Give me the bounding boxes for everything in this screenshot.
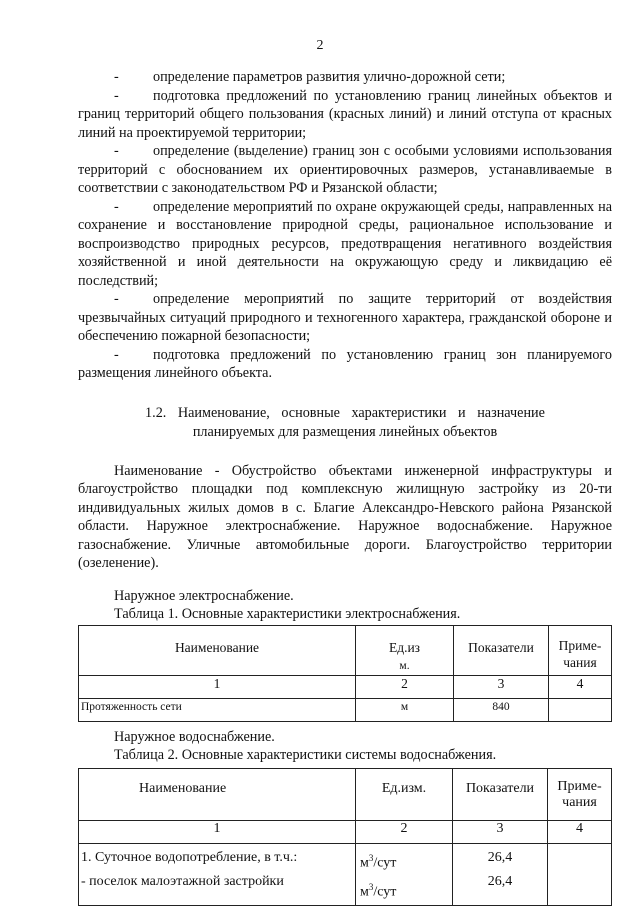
header-note: Приме- чания <box>548 768 612 820</box>
header-unit-line2: м. <box>399 659 410 672</box>
header-value: Показатели <box>454 625 549 675</box>
cell-unit: $м^3$/сут <box>360 852 397 871</box>
list-dash: - <box>114 69 119 85</box>
list-item-text: подготовка предложений по установлению границ зон планируемого размещения линейного объекта. <box>78 346 612 381</box>
list-item <box>78 142 612 198</box>
col-number: 4 <box>549 675 612 698</box>
cell-value: 26,4 <box>487 873 513 889</box>
electricity-table <box>78 625 612 722</box>
table2-caption: Таблица 2. Основные характеристики системы водоснабжения. <box>114 747 497 764</box>
cell-value-stack <box>453 843 548 905</box>
table1-caption: Таблица 1. Основные характеристики электроснабжения. <box>114 606 461 623</box>
document-body <box>78 68 612 906</box>
list-item <box>78 87 612 143</box>
header-unit-line1: Ед.из <box>388 639 421 655</box>
cell-name-stack <box>79 843 356 905</box>
table-row <box>79 843 612 905</box>
list-item <box>78 198 612 291</box>
list-item-text: определение параметров развития улично-дорожной сети; <box>153 69 506 85</box>
header-name: Наименование <box>79 625 356 675</box>
cell-unit: м <box>356 698 454 721</box>
table-header-row <box>79 625 612 675</box>
section-heading-line2: планируемых для размещения линейных объектов <box>192 423 498 440</box>
list-item-text: подготовка предложений по установлению границ линейных объектов и границ территорий общего пользования (красных линий) и линий отступа от красных линий на проектируемой территории; <box>78 87 612 141</box>
table-number-row <box>79 675 612 698</box>
col-number: 1 <box>79 820 356 843</box>
cell-note <box>549 698 612 721</box>
col-number: 2 <box>356 675 454 698</box>
electric-heading: Наружное электроснабжение. <box>114 587 294 604</box>
cell-value: 26,4 <box>487 849 513 865</box>
cell-name: - поселок малоэтажной застройки <box>81 873 284 889</box>
table-header-row <box>79 768 612 820</box>
section-heading <box>78 404 612 442</box>
cell-name: Протяженность сети <box>79 698 356 721</box>
header-name: Наименование <box>79 768 356 820</box>
header-unit <box>356 625 454 675</box>
list-item <box>78 290 612 346</box>
col-number: 2 <box>356 820 453 843</box>
list-item <box>78 68 612 87</box>
list-dash: - <box>114 143 119 159</box>
col-number: 3 <box>453 820 548 843</box>
col-number: 1 <box>79 675 356 698</box>
table-row <box>79 698 612 721</box>
water-table <box>78 768 612 906</box>
list-dash: - <box>114 291 119 307</box>
page-number: 2 <box>316 38 324 53</box>
list-dash: - <box>114 198 119 215</box>
col-number: 3 <box>454 675 549 698</box>
cell-unit-stack <box>356 843 453 905</box>
table-number-row <box>79 820 612 843</box>
header-unit: Ед.изм. <box>356 768 453 820</box>
col-number: 4 <box>548 820 612 843</box>
list-item-text: определение мероприятий по защите территорий от воздействия чрезвычайных ситуаций природного и техногенного характера, гражданской обороне и обеспечению пожарной безопасности; <box>78 291 612 344</box>
list-item-text: определение (выделение) границ зон с особыми условиями использования территорий с обоснованием их ориентировочных размеров, устанавливаемые в соответствии с законодательством РФ и Рязанской области; <box>78 143 612 196</box>
list-dash: - <box>114 87 119 104</box>
list-item-text: определение мероприятий по охране окружающей среды, направленных на сохранение и восстановление природной среды, рациональное использование и воспроизводство природных ресурсов, предотвращения негативного воздействия хозяйственной и иной деятельности на окружающую среду и ликвидацию её последствий; <box>78 198 612 289</box>
list-item <box>78 346 612 383</box>
cell-value: 840 <box>454 698 549 721</box>
water-heading: Наружное водоснабжение. <box>114 728 275 745</box>
cell-note <box>548 843 612 905</box>
header-note: Приме- чания <box>549 625 612 675</box>
cell-name: 1. Суточное водопотребление, в т.ч.: <box>81 849 298 865</box>
list-dash: - <box>114 346 119 363</box>
cell-unit: $м^3$/сут <box>360 882 397 900</box>
header-value: Показатели <box>453 768 548 820</box>
name-paragraph: Наименование - Обустройство объектами инженерной инфраструктуры и благоустройство площадки под комплексную жилищную застройку из 20-ти индивидуальных жилых домов в с. Благие Александро-Невского района Рязанской области. Наружное электроснабжение. Наружное водоснабжение. Наружное газоснабжение. Уличные автомобильные дороги. Благоустройство территории (озеленение). <box>78 462 612 571</box>
section-heading-line1: 1.2. Наименование, основные характеристики и назначение <box>145 404 545 421</box>
